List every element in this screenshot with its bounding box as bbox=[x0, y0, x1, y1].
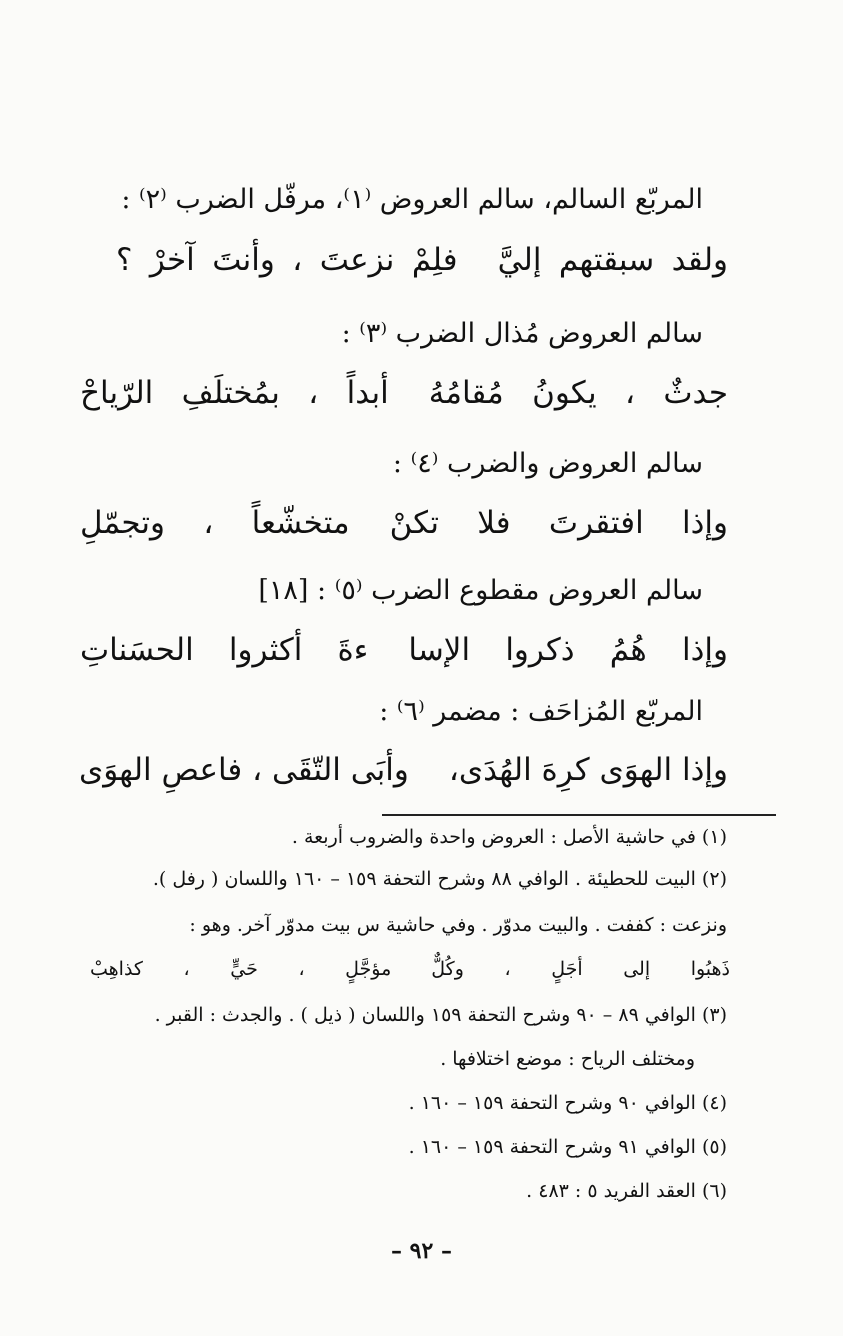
footnote: (٢) البيت للحطيئة . الوافي ٨٨ وشرح التحفة ١٥٩ – ١٦٠ واللسان ( رفل ). bbox=[152, 868, 727, 890]
verse-second-hemistich: فلِمْ نزعتَ ، وأنتَ آخرْ ؟ bbox=[116, 242, 458, 278]
verse-first-hemistich: وإذا الهوَى كرِهَ الهُدَى، bbox=[448, 752, 728, 788]
verse-line bbox=[80, 752, 728, 788]
footnote-continuation: ومختلف الرياح : موضع اختلافها . bbox=[440, 1048, 695, 1070]
page-number: – ٩٢ – bbox=[391, 1238, 452, 1264]
section-heading: المربّع المُزاحَف : مضمر ⁽٦⁾ : bbox=[379, 696, 703, 727]
footnote: (٤) الوافي ٩٠ وشرح التحفة ١٥٩ – ١٦٠ . bbox=[408, 1092, 727, 1114]
verse-line bbox=[80, 505, 728, 541]
verse-first-hemistich: وإذا افتقرتَ فلا تكنْ bbox=[389, 505, 728, 541]
verse-second-hemistich: أبداً ، بمُختلَفِ الرّياحْ bbox=[80, 375, 389, 411]
verse-first-hemistich: ولقد سبقتهم إليَّ bbox=[497, 242, 728, 278]
footnote: (٥) الوافي ٩١ وشرح التحفة ١٥٩ – ١٦٠ . bbox=[408, 1136, 727, 1158]
verse-line bbox=[80, 632, 728, 668]
footnote: (٣) الوافي ٨٩ – ٩٠ وشرح التحفة ١٥٩ واللسان ( ذيل ) . والجدث : القبر . bbox=[154, 1004, 727, 1026]
verse-first-hemistich: ذَهبُوا إلى أجَلٍ ، وكُلٌّ bbox=[431, 958, 731, 980]
verse-second-hemistich: وأبَى التّقَى ، فاعصِ الهوَى bbox=[79, 752, 409, 788]
verse-line bbox=[116, 242, 728, 278]
footnote: (١) في حاشية الأصل : العروض واحدة والضروب أربعة . bbox=[291, 826, 727, 848]
verse-line bbox=[80, 375, 728, 411]
verse-first-hemistich: جدثٌ ، يكونُ مُقامُهُ bbox=[428, 375, 728, 411]
footnote-continuation: ونزعت : كففت . والبيت مدوّر . وفي حاشية س بيت مدوّر آخر. وهو : bbox=[189, 914, 727, 936]
section-heading: سالم العروض مُذال الضرب ⁽٣⁾ : bbox=[341, 318, 703, 349]
section-heading: سالم العروض مقطوع الضرب ⁽٥⁾ : [١٨] bbox=[258, 575, 703, 606]
verse-first-hemistich: وإذا هُمُ ذكروا الإسا bbox=[408, 632, 728, 668]
footnote: (٦) العقد الفريد ٥ : ٤٨٣ . bbox=[526, 1180, 727, 1202]
section-heading: سالم العروض والضرب ⁽٤⁾ : bbox=[392, 448, 703, 479]
verse-second-hemistich: ءةَ أكثروا الحسَناتِ bbox=[80, 632, 369, 668]
verse-second-hemistich: متخشّعاً ، وتجمّلِ bbox=[80, 505, 350, 541]
footnote-quoted-verse bbox=[90, 958, 730, 980]
section-heading: المربّع السالم، سالم العروض ⁽١⁾، مرفّل الضرب ⁽٢⁾ : bbox=[121, 184, 703, 215]
verse-second-hemistich: مؤجَّلٍ ، حَيٍّ ، كذاهِبْ bbox=[90, 958, 392, 980]
footnote-separator bbox=[382, 814, 776, 816]
